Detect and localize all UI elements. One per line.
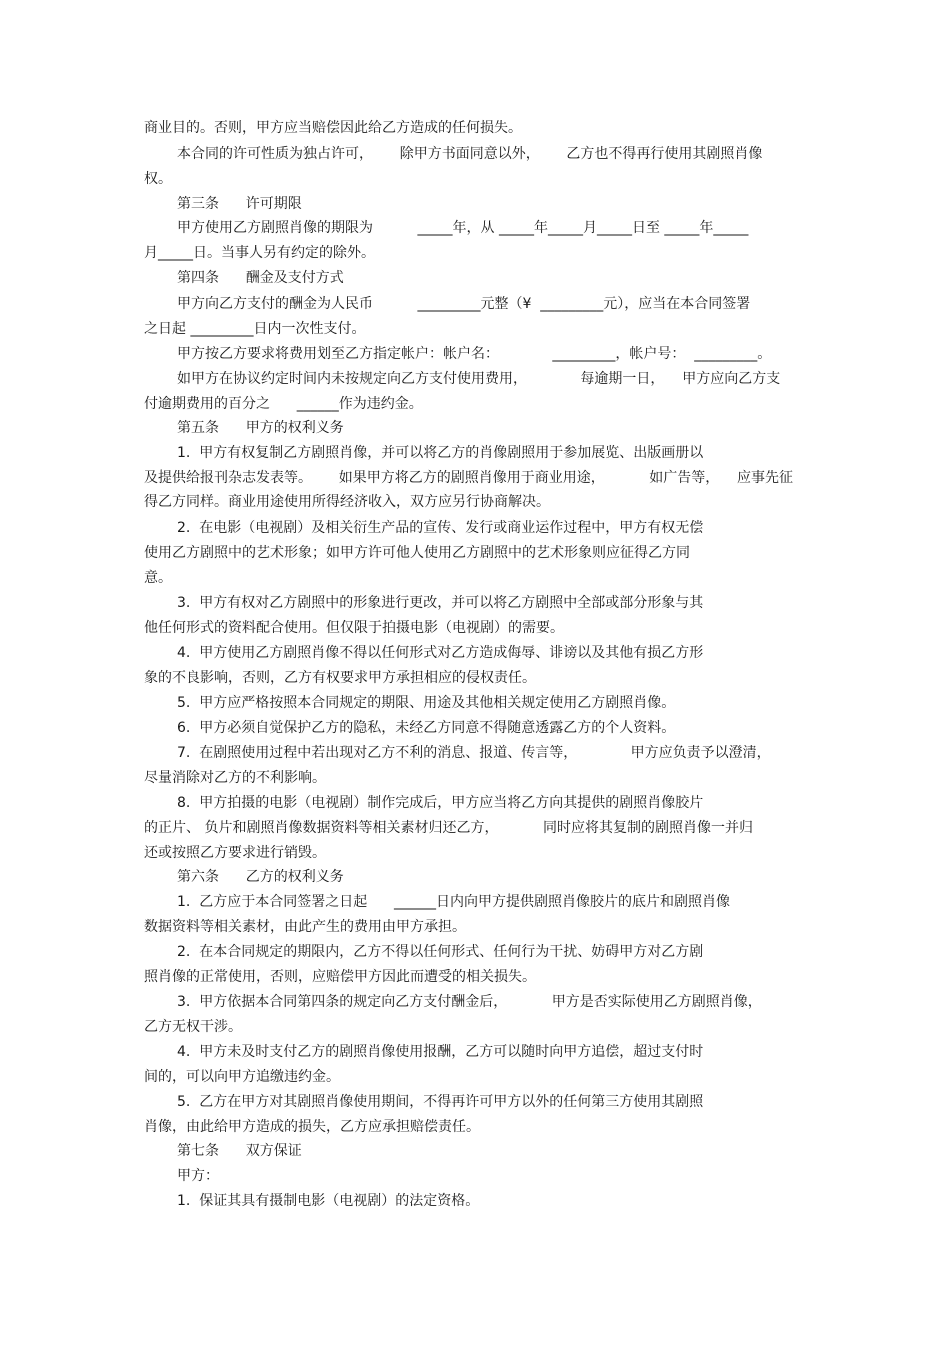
text-line: 及提供给报刊杂志发表等。 如果甲方将乙方的剧照肖像用于商业用途， 如广告等， 应事先征 — [144, 470, 794, 486]
text-line: 权。 — [144, 171, 172, 187]
text-line: 象的不良影响，否则，乙方有权要求甲方承担相应的侵权责任。 — [144, 670, 536, 686]
text-line: 他任何形式的资料配合使用。但仅限于拍摄电影（电视剧）的需要。 — [144, 620, 564, 636]
text-line: 数据资料等相关素材，由此产生的费用由甲方承担。 — [144, 919, 466, 935]
text-line: 尽量消除对乙方的不利影响。 — [144, 770, 326, 786]
text-line: 5. 乙方在甲方对其剧照肖像使用期间，不得再许可甲方以外的任何第三方使用其剧照 — [177, 1094, 704, 1110]
text-line: 商业目的。否则，甲方应当赔偿因此给乙方造成的任何损失。 — [144, 120, 522, 136]
text-line: 本合同的许可性质为独占许可， 除甲方书面同意以外， 乙方也不得再行使用其剧照肖像 — [177, 146, 763, 162]
text-line: 3. 甲方依据本合同第四条的规定向乙方支付酬金后， 甲方是否实际使用乙方剧照肖像， — [177, 994, 762, 1010]
text-line: 1. 甲方有权复制乙方剧照肖像，并可以将乙方的肖像剧照用于参加展览、出版画册以 — [177, 445, 704, 461]
text-line: 照肖像的正常使用，否则，应赔偿甲方因此而遭受的相关损失。 — [144, 969, 536, 985]
section-heading: 第七条 双方保证 — [177, 1143, 302, 1159]
section-heading: 第三条 许可期限 — [177, 196, 302, 212]
section-heading: 第五条 甲方的权利义务 — [177, 420, 344, 436]
text-line: 3. 甲方有权对乙方剧照中的形象进行更改，并可以将乙方剧照中全部或部分形象与其 — [177, 595, 704, 611]
text-line: 5. 甲方应严格按照本合同规定的期限、用途及其他相关规定使用乙方剧照肖像。 — [177, 695, 676, 711]
text-line: 使用乙方剧照中的艺术形象；如甲方许可他人使用乙方剧照中的艺术形象则应征得乙方同 — [144, 545, 690, 561]
text-line: 2. 在电影（电视剧）及相关衍生产品的宣传、发行或商业运作过程中，甲方有权无偿 — [177, 520, 704, 536]
section-heading: 第六条 乙方的权利义务 — [177, 869, 344, 885]
text-line: 还或按照乙方要求进行销毁。 — [144, 845, 326, 861]
text-line: 得乙方同样。商业用途使用所得经济收入，双方应另行协商解决。 — [144, 494, 550, 510]
text-line: 甲方按乙方要求将费用划至乙方指定帐户：帐户名： _________，帐户号： _________。 — [177, 346, 772, 362]
text-line: 甲方： — [177, 1168, 219, 1184]
text-line: 4. 甲方未及时支付乙方的剧照肖像使用报酬，乙方可以随时向甲方追偿，超过支付时 — [177, 1044, 704, 1060]
text-line: 7. 在剧照使用过程中若出现对乙方不利的消息、报道、传言等， 甲方应负责予以澄清， — [177, 745, 771, 761]
text-line: 如甲方在协议约定时间内未按规定向乙方支付使用费用， 每逾期一日， 甲方应向乙方支 — [177, 371, 781, 387]
text-line: 1. 保证其具有摄制电影（电视剧）的法定资格。 — [177, 1193, 480, 1209]
text-line: 甲方向乙方支付的酬金为人民币 _________元整（¥ _________元），应当在本合同签署 — [177, 296, 751, 312]
text-line: 之日起 _________日内一次性支付。 — [144, 321, 366, 337]
text-line: 8. 甲方拍摄的电影（电视剧）制作完成后，甲方应当将乙方向其提供的剧照肖像胶片 — [177, 795, 704, 811]
text-line: 意。 — [144, 570, 172, 586]
text-line: 间的，可以向甲方追缴违约金。 — [144, 1069, 340, 1085]
text-line: 4. 甲方使用乙方剧照肖像不得以任何形式对乙方造成侮辱、诽谤以及其他有损乙方形 — [177, 645, 704, 661]
text-line: 肖像，由此给甲方造成的损失，乙方应承担赔偿责任。 — [144, 1119, 480, 1135]
text-line: 的正片、 负片和剧照肖像数据资料等相关素材归还乙方， 同时应将其复制的剧照肖像一并归 — [144, 820, 753, 836]
text-line: 乙方无权干涉。 — [144, 1019, 242, 1035]
text-line: 月_____日。当事人另有约定的除外。 — [144, 245, 375, 261]
text-line: 2. 在本合同规定的期限内，乙方不得以任何形式、任何行为干扰、妨碍甲方对乙方剧 — [177, 944, 704, 960]
text-line: 甲方使用乙方剧照肖像的期限为 _____年，从 _____年_____月_____日至 _____年_____ — [177, 220, 749, 236]
text-line: 1. 乙方应于本合同签署之日起 ______日内向甲方提供剧照肖像胶片的底片和剧照肖像 — [177, 894, 730, 910]
section-heading: 第四条 酬金及支付方式 — [177, 270, 344, 286]
text-line: 付逾期费用的百分之 ______作为违约金。 — [144, 396, 423, 412]
text-line: 6. 甲方必须自觉保护乙方的隐私，未经乙方同意不得随意透露乙方的个人资料。 — [177, 720, 676, 736]
